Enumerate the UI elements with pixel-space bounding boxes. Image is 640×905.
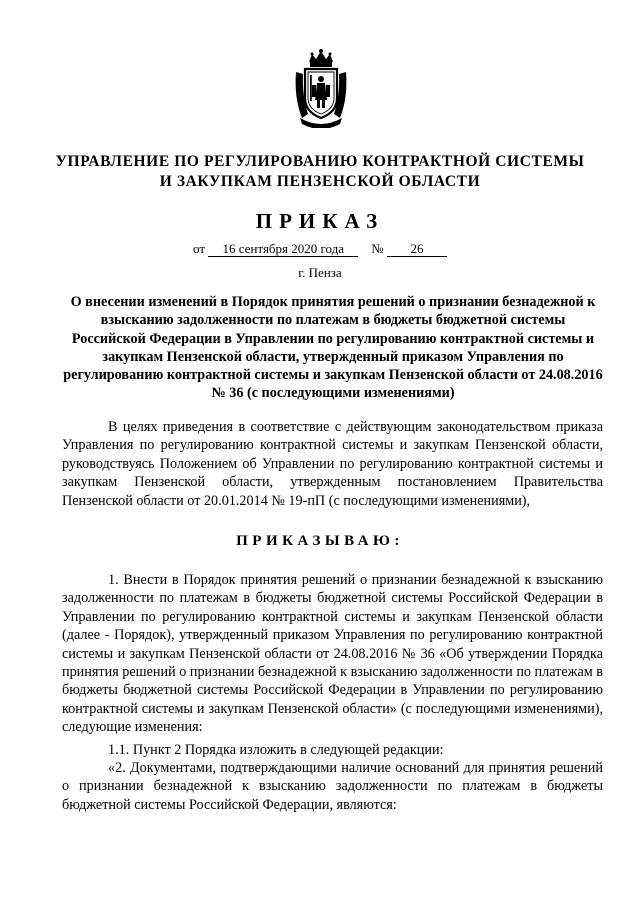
date-number-line	[0, 241, 640, 257]
preamble-paragraph: В целях приведения в соответствие с действующим законодательством приказа Управления по регулированию контрактной системы и закупкам Пензенской области, руководствуясь Положением об Управлении по регулированию контрактной системы и закупкам Пензенской области, утвержденным постановлением Правительства Пензенской области от 20.01.2014 № 19-пП (с последующими изменениями),	[62, 419, 603, 509]
number-sign: №	[371, 241, 384, 256]
organization-name-line2: И ЗАКУПКАМ ПЕНЗЕНСКОЙ ОБЛАСТИ	[159, 173, 481, 190]
paragraph-item-1-1: 1.1. Пункт 2 Порядка изложить в следующей редакции:	[108, 742, 444, 758]
paragraph-quote: «2. Документами, подтверждающими наличие оснований для принятия решений о признании безнадежной к взысканию задолженности по платежам в бюджеты бюджетной системы Российской Федерации, являются:	[62, 760, 603, 813]
organization-name-line1: УПРАВЛЕНИЕ ПО РЕГУЛИРОВАНИЮ КОНТРАКТНОЙ СИСТЕМЫ	[55, 153, 585, 170]
document-number: 26	[387, 241, 447, 257]
document-date: 16 сентября 2020 года	[208, 241, 358, 257]
document-subject: О внесении изменений в Порядок принятия решений о признании безнадежной к взысканию задолженности по платежам в бюджеты бюджетной системы Российской Федерации в Управлении по регулированию контрактной системы и закупкам Пензенской области, утвержденный приказом Управления по регулированию контрактной системы и закупкам Пензенской области от 24.08.2016 № 36 (с последующими изменениями)	[63, 294, 603, 402]
coat-of-arms-icon	[290, 48, 352, 128]
date-prefix: от	[193, 241, 206, 256]
decree-heading: ПРИКАЗЫВАЮ:	[236, 533, 404, 549]
paragraph-item-1: 1. Внести в Порядок принятия решений о признании безнадежной к взысканию задолженности по платежам в бюджеты бюджетной системы Российской Федерации в Управлении по регулированию контрактной системы и закупкам Пензенской области (далее - Порядок), утвержденный приказом Управления по регулированию контрактной системы и закупкам Пензенской области от 24.08.2016 № 36 «Об утверждении Порядка принятия решений о признании безнадежной к взысканию задолженности по платежам в бюджеты бюджетной системы Российской Федерации в Управлении по регулированию контрактной системы и закупкам Пензенской области» (с последующими изменениями), следующие изменения:	[62, 572, 603, 736]
document-city: г. Пенза	[298, 265, 342, 280]
document-type-title: ПРИКАЗ	[255, 209, 385, 233]
